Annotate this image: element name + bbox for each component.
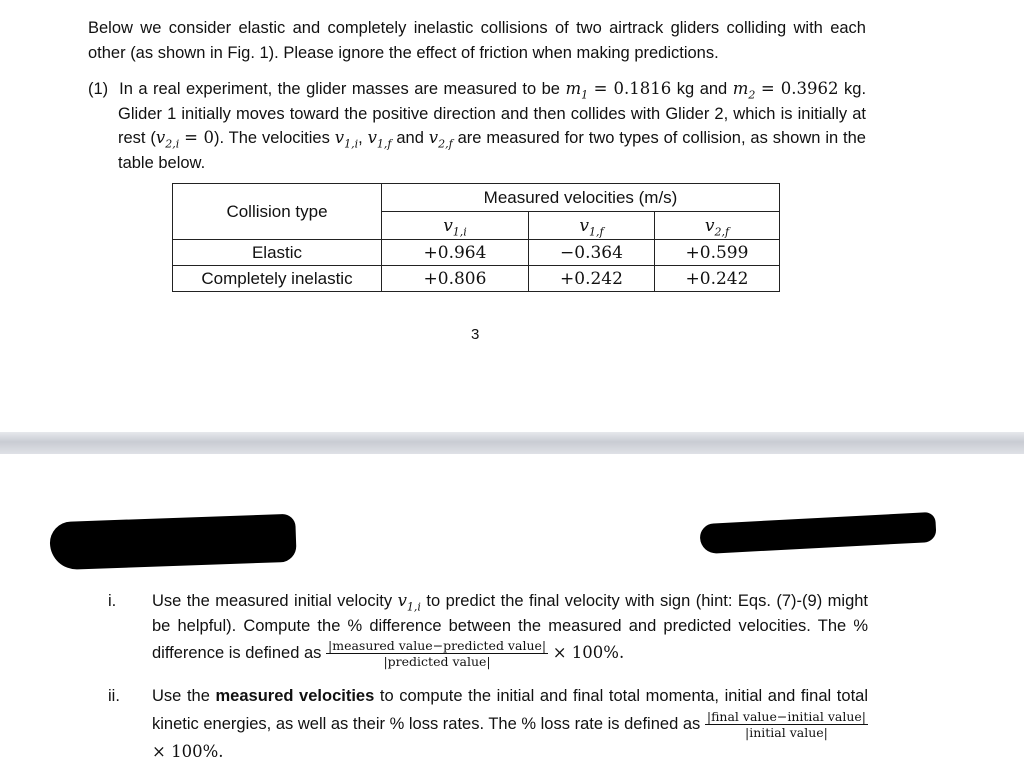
item-ii-body bbox=[152, 684, 868, 764]
row-type-inelastic: Completely inelastic bbox=[173, 266, 382, 292]
v1i-symbol: $v_{1,i}$ bbox=[397, 591, 421, 614]
q1-text-3: ). The velocities bbox=[214, 129, 330, 147]
item-i-body bbox=[152, 589, 868, 669]
m2-symbol: $m_2$ bbox=[732, 79, 756, 102]
m1-value: = 0.1816 bbox=[593, 79, 672, 98]
row-type-elastic: Elastic bbox=[173, 240, 382, 266]
fraction-numerator: |measured value−predicted value| bbox=[328, 638, 547, 653]
item-i-text-2: to predict the final velocity with sign (hint: Eqs. (7)-(9) might be helpful). Compute the % difference between the measured and predicted velocities. The % difference is defined as bbox=[152, 592, 869, 662]
col-v1f-header: $v_{1,f}$ bbox=[529, 212, 655, 240]
item-ii-marker: ii. bbox=[108, 687, 120, 705]
item-ii-text-1: Use the bbox=[152, 687, 210, 705]
redaction-mark-left bbox=[49, 514, 297, 571]
collision-type-header: Collision type bbox=[173, 184, 382, 240]
item-ii-text-2: to compute the initial and final total momenta, initial and final total kinetic energies, as well as their % loss rates. The % loss rate is defined as bbox=[152, 687, 868, 733]
cell-value: +0.242 bbox=[529, 266, 655, 292]
question-1-label: (1) bbox=[88, 80, 109, 98]
q1-text-1: In a real experiment, the glider masses are measured to be bbox=[119, 80, 560, 98]
item-ii-bold-text: measured velocities bbox=[215, 687, 375, 705]
q1-text-4: are measured for two types of collision, as shown in the table below. bbox=[118, 129, 866, 172]
cell-value: +0.599 bbox=[655, 240, 780, 266]
percent-difference-fraction bbox=[326, 638, 548, 669]
times-100-percent: × 100%. bbox=[552, 642, 625, 662]
fraction-numerator: |final value−initial value| bbox=[706, 708, 866, 724]
fraction-denominator: |predicted value| bbox=[383, 654, 491, 669]
item-i-text-1: Use the measured initial velocity bbox=[152, 592, 393, 610]
cell-value: −0.364 bbox=[529, 240, 655, 266]
cell-value: +0.964 bbox=[382, 240, 529, 266]
cell-value: +0.242 bbox=[655, 266, 780, 292]
m1-symbol: $m_1$ bbox=[565, 79, 589, 102]
times-100-percent: × 100%. bbox=[152, 741, 224, 761]
question-1-text: (1) In a real experiment, the glider masses are measured to be $m_1 = 0.1816$ kg and $m_2 = 0.3962$ kg. Glider 1 initially moves toward the positive direction and then collides with Glider 2, which is initially at rest $(v_{2,i} = 0)$. The velocities $v_{1,i}$, $v_{1,f}$ and $v_{2,f}$ are measured for two types of collision, as shown in the table below. bbox=[88, 79, 867, 172]
v1f-symbol: $v_{1,f}$ bbox=[367, 128, 392, 151]
table-header-row bbox=[173, 184, 780, 212]
page-divider bbox=[0, 432, 1024, 454]
table-row bbox=[173, 266, 780, 292]
page-number: 3 bbox=[471, 326, 480, 343]
measured-velocities-header: Measured velocities (m/s) bbox=[382, 184, 780, 212]
unit-kg-2: kg bbox=[844, 80, 862, 98]
v1i-symbol: $v_{1,i}$ bbox=[334, 128, 359, 151]
v2f-symbol: $v_{2,f}$ bbox=[428, 128, 453, 151]
question-1-paragraph bbox=[88, 77, 866, 175]
q1-text-2: . Glider 1 initially moves toward the positive direction and then collides with Glider 2, which is initially at rest ( bbox=[118, 80, 867, 147]
table-row bbox=[173, 240, 780, 266]
cell-value: +0.806 bbox=[382, 266, 529, 292]
fraction-denominator: |initial value| bbox=[745, 724, 828, 740]
v2i-value: = 0 bbox=[184, 128, 214, 147]
unit-kg-1: kg bbox=[676, 80, 695, 98]
redaction-mark-right bbox=[699, 512, 936, 554]
velocity-table bbox=[172, 183, 780, 292]
col-v2f-header: $v_{2,f}$ bbox=[655, 212, 780, 240]
and-text: and bbox=[699, 80, 728, 98]
item-i-marker: i. bbox=[108, 592, 117, 610]
m2-value: = 0.3962 bbox=[760, 79, 839, 98]
intro-paragraph: Below we consider elastic and completely inelastic collisions of two airtrack gliders colliding with each other (as shown in Fig. 1). Please ignore the effect of friction when making predictions. bbox=[88, 19, 866, 62]
loss-rate-fraction bbox=[705, 709, 868, 740]
v2i-symbol: $v_{2,i}$ bbox=[155, 128, 180, 151]
col-v1i-header: $v_{1,i}$ bbox=[382, 212, 529, 240]
